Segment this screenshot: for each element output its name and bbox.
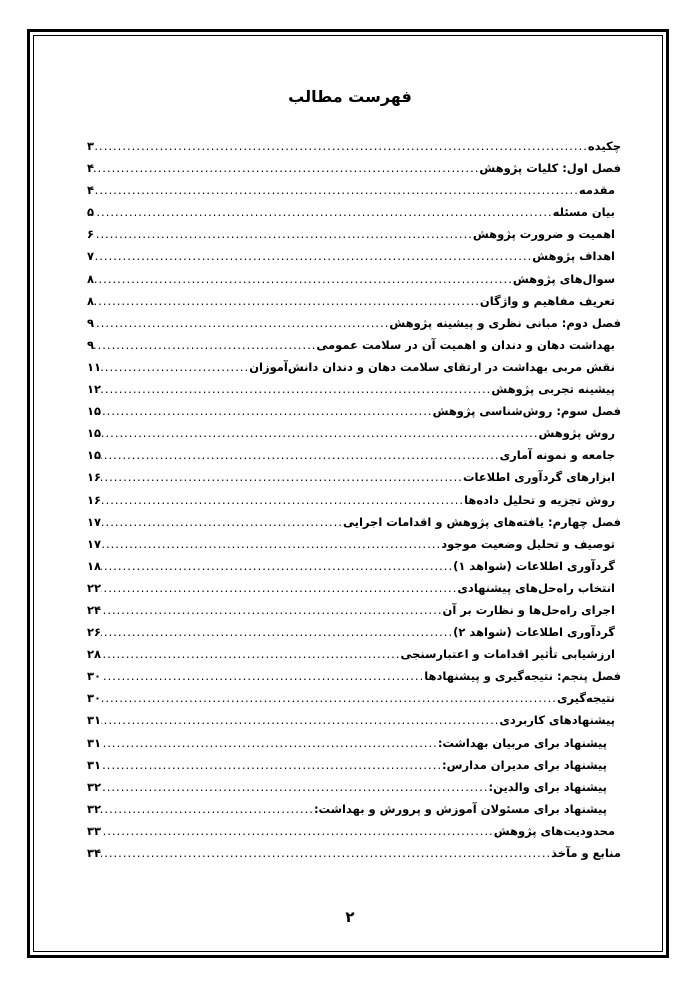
toc-leader-dots xyxy=(101,404,433,418)
toc-entry-page: ۳۱ xyxy=(87,757,102,772)
toc-entry-page: ۴ xyxy=(87,183,95,198)
toc-entry-label: محدودیت‌های پژوهش xyxy=(493,823,615,838)
toc-entry[interactable] xyxy=(87,470,621,492)
toc-leader-dots xyxy=(94,227,473,241)
toc-leader-dots xyxy=(101,515,343,529)
toc-leader-dots xyxy=(94,249,532,263)
toc-leader-dots xyxy=(101,824,494,838)
toc-entry-label: بیان مسئله xyxy=(552,205,615,220)
toc-leader-dots xyxy=(101,736,438,750)
toc-entry-page: ۳۲ xyxy=(87,779,102,794)
toc-leader-dots xyxy=(94,161,479,175)
toc-entry-page: ۸ xyxy=(87,293,95,308)
toc-entry-page: ۳۰ xyxy=(87,669,102,684)
toc-entry[interactable] xyxy=(87,294,621,316)
toc-entry-page: ۹ xyxy=(87,337,95,352)
toc-entry-page: ۴ xyxy=(87,161,95,176)
toc-entry-page: ۳۳ xyxy=(87,823,102,838)
toc-leader-dots xyxy=(94,272,513,286)
toc-leader-dots xyxy=(101,647,400,661)
toc-leader-dots xyxy=(101,426,538,440)
toc-leader-dots xyxy=(94,205,553,219)
toc-entry[interactable] xyxy=(87,205,621,227)
toc-leader-dots xyxy=(101,780,488,794)
toc-entry[interactable] xyxy=(87,581,621,603)
toc-entry-label: تعریف مفاهیم و واژگان xyxy=(479,293,615,308)
toc-leader-dots xyxy=(101,758,442,772)
toc-entry[interactable] xyxy=(87,824,621,846)
toc-entry[interactable] xyxy=(87,802,621,824)
toc-entry-page: ۲۲ xyxy=(87,580,102,595)
toc-entry[interactable] xyxy=(87,426,621,448)
toc-leader-dots xyxy=(94,316,389,330)
toc-entry[interactable] xyxy=(87,736,621,758)
toc-entry-label: فصل اول: کلیات پژوهش xyxy=(479,161,621,176)
toc-entry[interactable] xyxy=(87,691,621,713)
toc-leader-dots xyxy=(101,382,491,396)
toc-entry[interactable] xyxy=(87,139,621,161)
toc-entry-page: ۳۴ xyxy=(87,846,102,860)
toc-entry-page: ۲۴ xyxy=(87,602,102,617)
toc-entry-label: پیشینه تجربی پژوهش xyxy=(491,382,615,397)
toc-entry-page: ۵ xyxy=(87,205,95,220)
toc-entry[interactable] xyxy=(87,338,621,360)
table-of-contents xyxy=(87,139,621,868)
toc-leader-dots xyxy=(101,581,457,595)
toc-entry-page: ۳ xyxy=(87,139,95,153)
toc-entry-label: پیشنهاد برای مربیان بهداشت: xyxy=(437,735,607,750)
toc-entry-label: نتیجه‌گیری xyxy=(556,691,615,706)
toc-entry[interactable] xyxy=(87,183,621,205)
toc-leader-dots xyxy=(101,669,424,683)
toc-entry[interactable] xyxy=(87,603,621,625)
toc-leader-dots xyxy=(101,603,442,617)
toc-entry[interactable] xyxy=(87,316,621,338)
toc-entry-label: گردآوری اطلاعات (شواهد ۲) xyxy=(453,625,615,640)
toc-leader-dots xyxy=(101,537,441,551)
toc-leader-dots xyxy=(101,713,499,727)
toc-entry-page: ۱۶ xyxy=(87,492,102,507)
toc-entry-label: منابع و مآخذ xyxy=(551,846,621,860)
toc-entry[interactable] xyxy=(87,537,621,559)
toc-leader-dots xyxy=(101,559,453,573)
toc-entry-page: ۳۰ xyxy=(87,691,102,706)
toc-entry-label: جامعه و نمونه آماری xyxy=(499,448,615,463)
toc-entry[interactable] xyxy=(87,713,621,735)
toc-entry-page: ۱۷ xyxy=(87,514,102,529)
toc-entry-label: چکیده xyxy=(587,139,621,153)
toc-entry-label: بهداشت دهان و دندان و اهمیت آن در سلامت عمومی xyxy=(316,337,615,352)
toc-entry[interactable] xyxy=(87,647,621,669)
toc-leader-dots xyxy=(101,846,551,860)
toc-entry-page: ۱۶ xyxy=(87,470,102,485)
toc-entry[interactable] xyxy=(87,780,621,802)
toc-entry-label: فصل چهارم: یافته‌های پژوهش و اقدامات اجرایی xyxy=(343,514,621,529)
toc-leader-dots xyxy=(101,470,463,484)
toc-entry-label: مقدمه xyxy=(578,183,615,198)
toc-entry-page: ۲۶ xyxy=(87,625,102,640)
toc-entry-label: توصیف و تحلیل وضعیت موجود xyxy=(441,536,615,551)
toc-entry-page: ۱۵ xyxy=(87,448,102,463)
toc-entry-label: سوال‌های پژوهش xyxy=(512,271,615,286)
toc-entry[interactable] xyxy=(87,272,621,294)
toc-entry-label: پیشنهاد برای والدین: xyxy=(488,779,607,794)
toc-entry-label: پیشنهادهای کاربردی xyxy=(499,713,615,728)
toc-entry-page: ۳۱ xyxy=(87,735,102,750)
toc-entry[interactable] xyxy=(87,669,621,691)
toc-entry-label: اهمیت و ضرورت پژوهش xyxy=(472,227,615,242)
page-title: فهرست مطالب xyxy=(288,87,412,106)
toc-entry-label: پیشنهاد برای مسئولان آموزش و پرورش و بهداشت: xyxy=(313,801,607,816)
toc-leader-dots xyxy=(101,625,453,639)
toc-leader-dots xyxy=(101,691,557,705)
toc-leader-dots xyxy=(94,294,480,308)
toc-entry[interactable] xyxy=(87,404,621,426)
toc-entry-label: پیشنهاد برای مدیران مدارس: xyxy=(442,757,607,772)
toc-entry-page: ۳۲ xyxy=(87,801,102,816)
toc-entry-label: گردآوری اطلاعات (شواهد ۱) xyxy=(453,558,615,573)
toc-entry-page: ۲۸ xyxy=(87,647,102,662)
toc-leader-dots xyxy=(101,802,314,816)
toc-entry[interactable] xyxy=(87,448,621,470)
toc-entry[interactable] xyxy=(87,625,621,647)
toc-entry[interactable] xyxy=(87,382,621,404)
toc-entry[interactable] xyxy=(87,559,621,581)
toc-entry-label: اهداف پژوهش xyxy=(532,249,615,264)
toc-entry-label: نقش مربی بهداشت در ارتقای سلامت دهان و دندان دانش‌آموزان xyxy=(249,359,615,374)
toc-entry-page: ۹ xyxy=(87,315,95,330)
toc-entry-label: روش پژوهش xyxy=(538,426,615,441)
toc-entry[interactable] xyxy=(87,515,621,537)
toc-leader-dots xyxy=(94,338,316,352)
toc-entry-page: ۱۸ xyxy=(87,558,102,573)
toc-entry-label: ابزارهای گردآوری اطلاعات xyxy=(462,470,615,485)
toc-entry-page: ۷ xyxy=(87,249,95,264)
toc-entry[interactable] xyxy=(87,227,621,249)
toc-entry-label: فصل سوم: روش‌شناسی پژوهش xyxy=(432,404,621,419)
toc-entry-label: انتخاب راه‌حل‌های پیشنهادی xyxy=(457,580,615,595)
toc-entry-page: ۱۷ xyxy=(87,536,102,551)
toc-leader-dots xyxy=(94,183,579,197)
toc-entry-page: ۸ xyxy=(87,271,95,286)
toc-entry[interactable] xyxy=(87,758,621,780)
toc-entry-page: ۱۵ xyxy=(87,404,102,419)
toc-leader-dots xyxy=(101,360,249,374)
toc-entry-label: ارزشیابی تأثیر اقدامات و اعتبارسنجی xyxy=(400,647,615,662)
toc-leader-dots xyxy=(94,139,588,153)
toc-entry-label: فصل پنجم: نتیجه‌گیری و پیشنهادها xyxy=(424,669,621,684)
toc-entry[interactable] xyxy=(87,360,621,382)
toc-entry[interactable] xyxy=(87,846,621,868)
toc-entry-label: فصل دوم: مبانی نظری و پیشینه پژوهش xyxy=(389,315,621,330)
toc-entry[interactable] xyxy=(87,161,621,183)
toc-entry-page: ۱۵ xyxy=(87,426,102,441)
toc-entry-label: اجرای راه‌حل‌ها و نظارت بر آن xyxy=(442,602,615,617)
toc-entry-page: ۱۱ xyxy=(87,359,102,374)
toc-entry-label: روش تجزیه و تحلیل داده‌ها xyxy=(464,492,615,507)
toc-entry[interactable] xyxy=(87,249,621,271)
toc-entry[interactable] xyxy=(87,493,621,515)
toc-leader-dots xyxy=(101,448,500,462)
toc-entry-page: ۳۱ xyxy=(87,713,102,728)
toc-entry-page: ۶ xyxy=(87,227,95,242)
toc-entry-page: ۱۲ xyxy=(87,382,102,397)
page-number: ۲ xyxy=(345,908,355,926)
toc-leader-dots xyxy=(101,493,464,507)
